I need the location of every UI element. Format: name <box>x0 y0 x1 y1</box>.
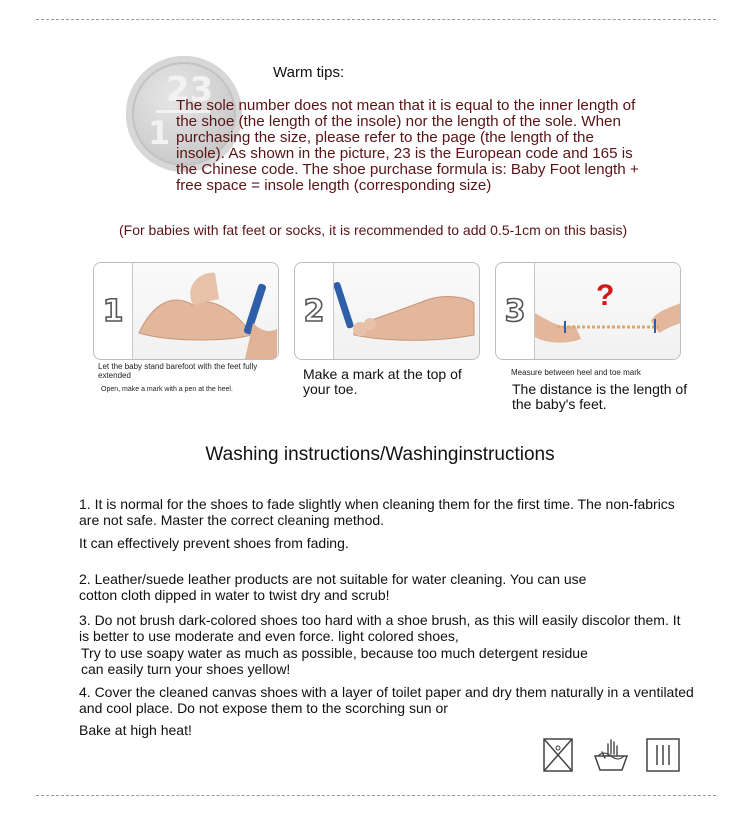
washing-title: Washing instructions/Washinginstructions <box>205 444 555 465</box>
step-3-subcaption: The distance is the length of the baby's feet. <box>512 381 688 412</box>
question-mark: ? <box>596 279 615 312</box>
badge-top-number: 23 <box>166 70 214 110</box>
washing-para-2: 2. Leather/suede leather products are not suitable for water cleaning. You can use cotton cloth dipped in water to twist dry and scrub! <box>79 571 587 603</box>
washing-para-1b: It can effectively prevent shoes from fading. <box>79 535 349 551</box>
hand-wash-icon <box>592 738 630 772</box>
washing-para-4: 4. Cover the cleaned canvas shoes with a layer of toilet paper and dry them naturally in a ventilated and cool place. Do not expose them to the scorching sun or <box>79 684 694 716</box>
step-1-number: 1 <box>94 263 133 359</box>
step-1-illustration <box>133 263 278 359</box>
warm-tips-note: (For babies with fat feet or socks, it is recommended to add 0.5-1cm on this basis) <box>119 222 628 238</box>
step-2-illustration <box>334 263 479 359</box>
no-tumble-dry-icon <box>543 738 573 772</box>
foot-toe-mark-icon <box>334 263 480 359</box>
washing-para-1: 1. It is normal for the shoes to fade slightly when cleaning them for the first time. The non-fabrics are not safe. Master the correct cleaning method. <box>79 496 675 528</box>
step-3-number: 3 <box>496 263 535 359</box>
step-3-caption: Measure between heel and toe mark <box>511 368 641 377</box>
step-2-number: 2 <box>295 263 334 359</box>
step-1-caption: Let the baby stand barefoot with the feet fully extended <box>98 362 258 380</box>
line-dry-icon <box>646 738 680 772</box>
step-1-subcaption: Open, make a mark with a pen at the heel. <box>101 386 233 393</box>
step-2-panel <box>294 262 480 360</box>
washing-para-4b: Bake at high heat! <box>79 722 192 738</box>
washing-para-3b: Try to use soapy water as much as possible, because too much detergent residue can easily turn your shoes yellow! <box>81 645 588 677</box>
washing-para-3: 3. Do not brush dark-colored shoes too hard with a shoe brush, as this will easily discolor them. It is better to use moderate and even force. light colored shoes, <box>79 612 681 644</box>
step-2-caption: Make a mark at the top of your toe. <box>303 366 462 397</box>
top-divider <box>36 19 716 20</box>
bottom-divider <box>36 795 716 796</box>
warm-tips-title: Warm tips: <box>273 64 345 81</box>
step-3-panel <box>495 262 681 360</box>
foot-heel-mark-icon <box>133 263 279 359</box>
badge-bottom-number: 1 <box>148 114 171 152</box>
warm-tips-body: The sole number does not mean that it is equal to the inner length of the shoe (the length of the insole) nor the length of the sole. When purchasing the size, please refer to the page (the length of the insole). As shown in the picture, 23 is the European code and 165 is the Chinese code. The shoe purchase formula is: Baby Foot length + free space = insole length (corresponding size) <box>176 97 639 194</box>
step-1-panel <box>93 262 279 360</box>
